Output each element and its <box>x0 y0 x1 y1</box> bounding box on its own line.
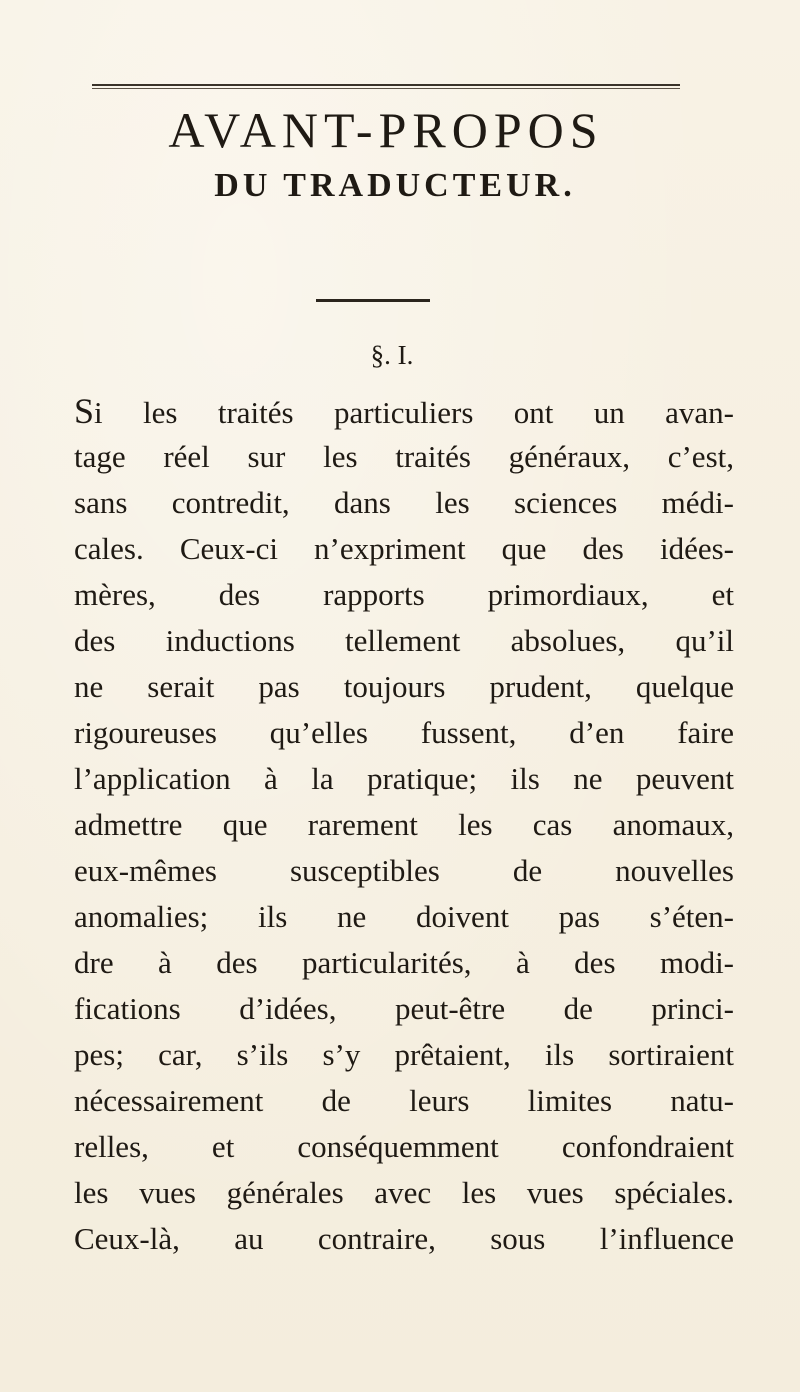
text-line: ne serait pas toujours prudent, quelque <box>74 669 734 704</box>
text-line: rigoureuses qu’elles fussent, d’en faire <box>74 715 734 750</box>
section-heading: §. I. <box>370 340 414 370</box>
text-line: sans contredit, dans les sciences médi- <box>74 485 734 520</box>
text-line: mères, des rapports primordiaux, et <box>74 577 734 612</box>
text-line: l’application à la pratique; ils ne peuvent <box>74 761 734 796</box>
rule-line-lower <box>92 88 680 89</box>
text-line: tage réel sur les traités généraux, c’est, <box>74 439 734 474</box>
text-line: admettre que rarement les cas anomaux, <box>74 807 734 842</box>
text-line: les vues générales avec les vues spéciales. <box>74 1175 734 1210</box>
page-title: AVANT-PROPOS <box>168 102 604 158</box>
body-paragraph <box>74 388 734 1262</box>
top-double-rule <box>92 84 680 90</box>
initial-letter: S <box>74 391 95 431</box>
first-line-text: i les traités particuliers ont un avan- <box>94 395 734 430</box>
text-line: des inductions tellement absolues, qu’il <box>74 623 734 658</box>
text-line: fications d’idées, peut-être de princi- <box>74 991 734 1026</box>
text-line: nécessairement de leurs limites natu- <box>74 1083 734 1118</box>
page-subtitle: DU TRADUCTEUR. <box>214 167 576 204</box>
text-line: pes; car, s’ils s’y prêtaient, ils sortiraient <box>74 1037 734 1072</box>
rule-line-upper <box>92 84 680 86</box>
text-line: dre à des particularités, à des modi- <box>74 945 734 980</box>
text-line: cales. Ceux-ci n’expriment que des idées- <box>74 531 734 566</box>
section-divider <box>316 299 430 302</box>
text-line: relles, et conséquemment confondraient <box>74 1129 734 1164</box>
text-line: eux-mêmes susceptibles de nouvelles <box>74 853 734 888</box>
text-line: anomalies; ils ne doivent pas s’éten- <box>74 899 734 934</box>
paragraph-first-line <box>74 388 734 434</box>
text-line: Ceux-là, au contraire, sous l’influence <box>74 1221 734 1256</box>
